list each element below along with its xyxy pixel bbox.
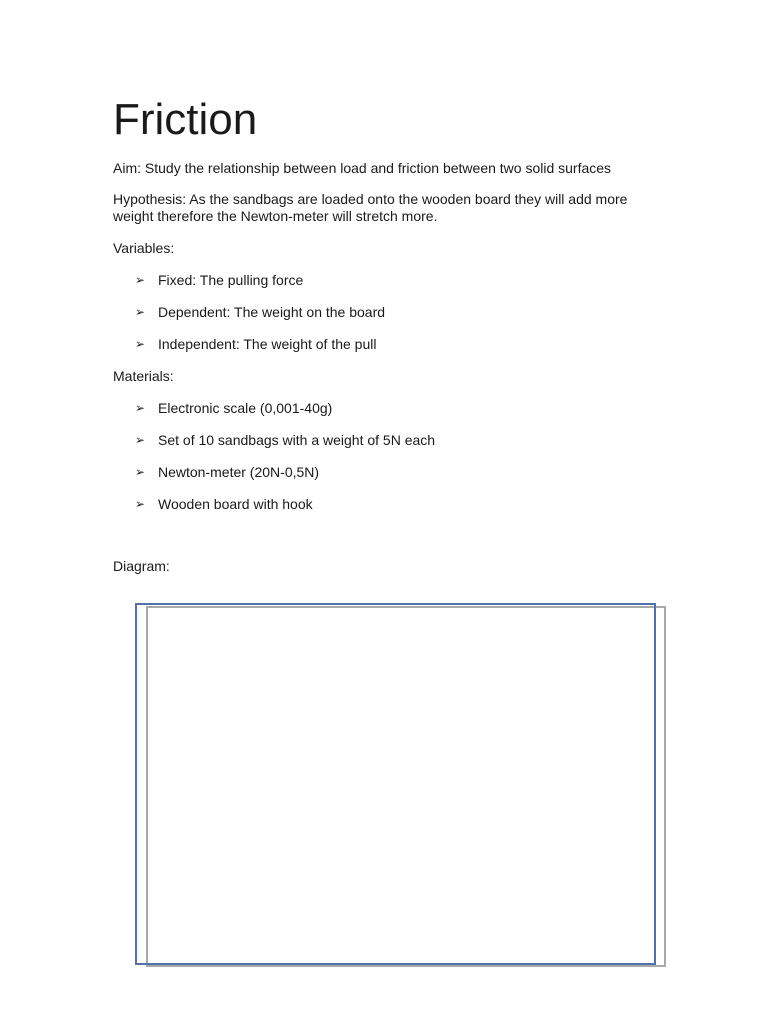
list-item bbox=[135, 432, 435, 464]
diagram-heading: Diagram: bbox=[113, 558, 170, 574]
arrow-bullet-icon: ➢ bbox=[135, 337, 146, 351]
material-wooden-board: Wooden board with hook bbox=[158, 496, 313, 512]
list-item bbox=[135, 304, 385, 336]
arrow-bullet-icon: ➢ bbox=[135, 273, 146, 287]
variables-list bbox=[135, 272, 385, 368]
material-newton-meter: Newton-meter (20N-0,5N) bbox=[158, 464, 320, 480]
arrow-bullet-icon: ➢ bbox=[135, 305, 146, 319]
arrow-bullet-icon: ➢ bbox=[135, 497, 146, 511]
variables-heading: Variables: bbox=[113, 240, 175, 256]
variable-independent: Independent: The weight of the pull bbox=[158, 336, 377, 352]
document-title: Friction bbox=[113, 95, 258, 144]
aim-text: Aim: Study the relationship between load and friction between two solid surfaces bbox=[113, 160, 612, 176]
materials-heading: Materials: bbox=[113, 368, 174, 384]
list-item bbox=[135, 400, 435, 432]
arrow-bullet-icon: ➢ bbox=[135, 433, 146, 447]
diagram-frame bbox=[135, 603, 656, 965]
variable-dependent: Dependent: The weight on the board bbox=[158, 304, 386, 320]
material-scale: Electronic scale (0,001-40g) bbox=[158, 400, 333, 416]
list-item bbox=[135, 464, 435, 496]
arrow-bullet-icon: ➢ bbox=[135, 465, 146, 479]
materials-list bbox=[135, 400, 435, 528]
list-item bbox=[135, 272, 385, 304]
list-item bbox=[135, 496, 435, 528]
list-item bbox=[135, 336, 385, 368]
variable-fixed: Fixed: The pulling force bbox=[158, 272, 304, 288]
hypothesis-text: Hypothesis: As the sandbags are loaded onto the wooden board they will add more weight therefore the Newton-meter will stretch more. bbox=[113, 191, 628, 224]
material-sandbags: Set of 10 sandbags with a weight of 5N each bbox=[158, 432, 436, 448]
arrow-bullet-icon: ➢ bbox=[135, 401, 146, 415]
